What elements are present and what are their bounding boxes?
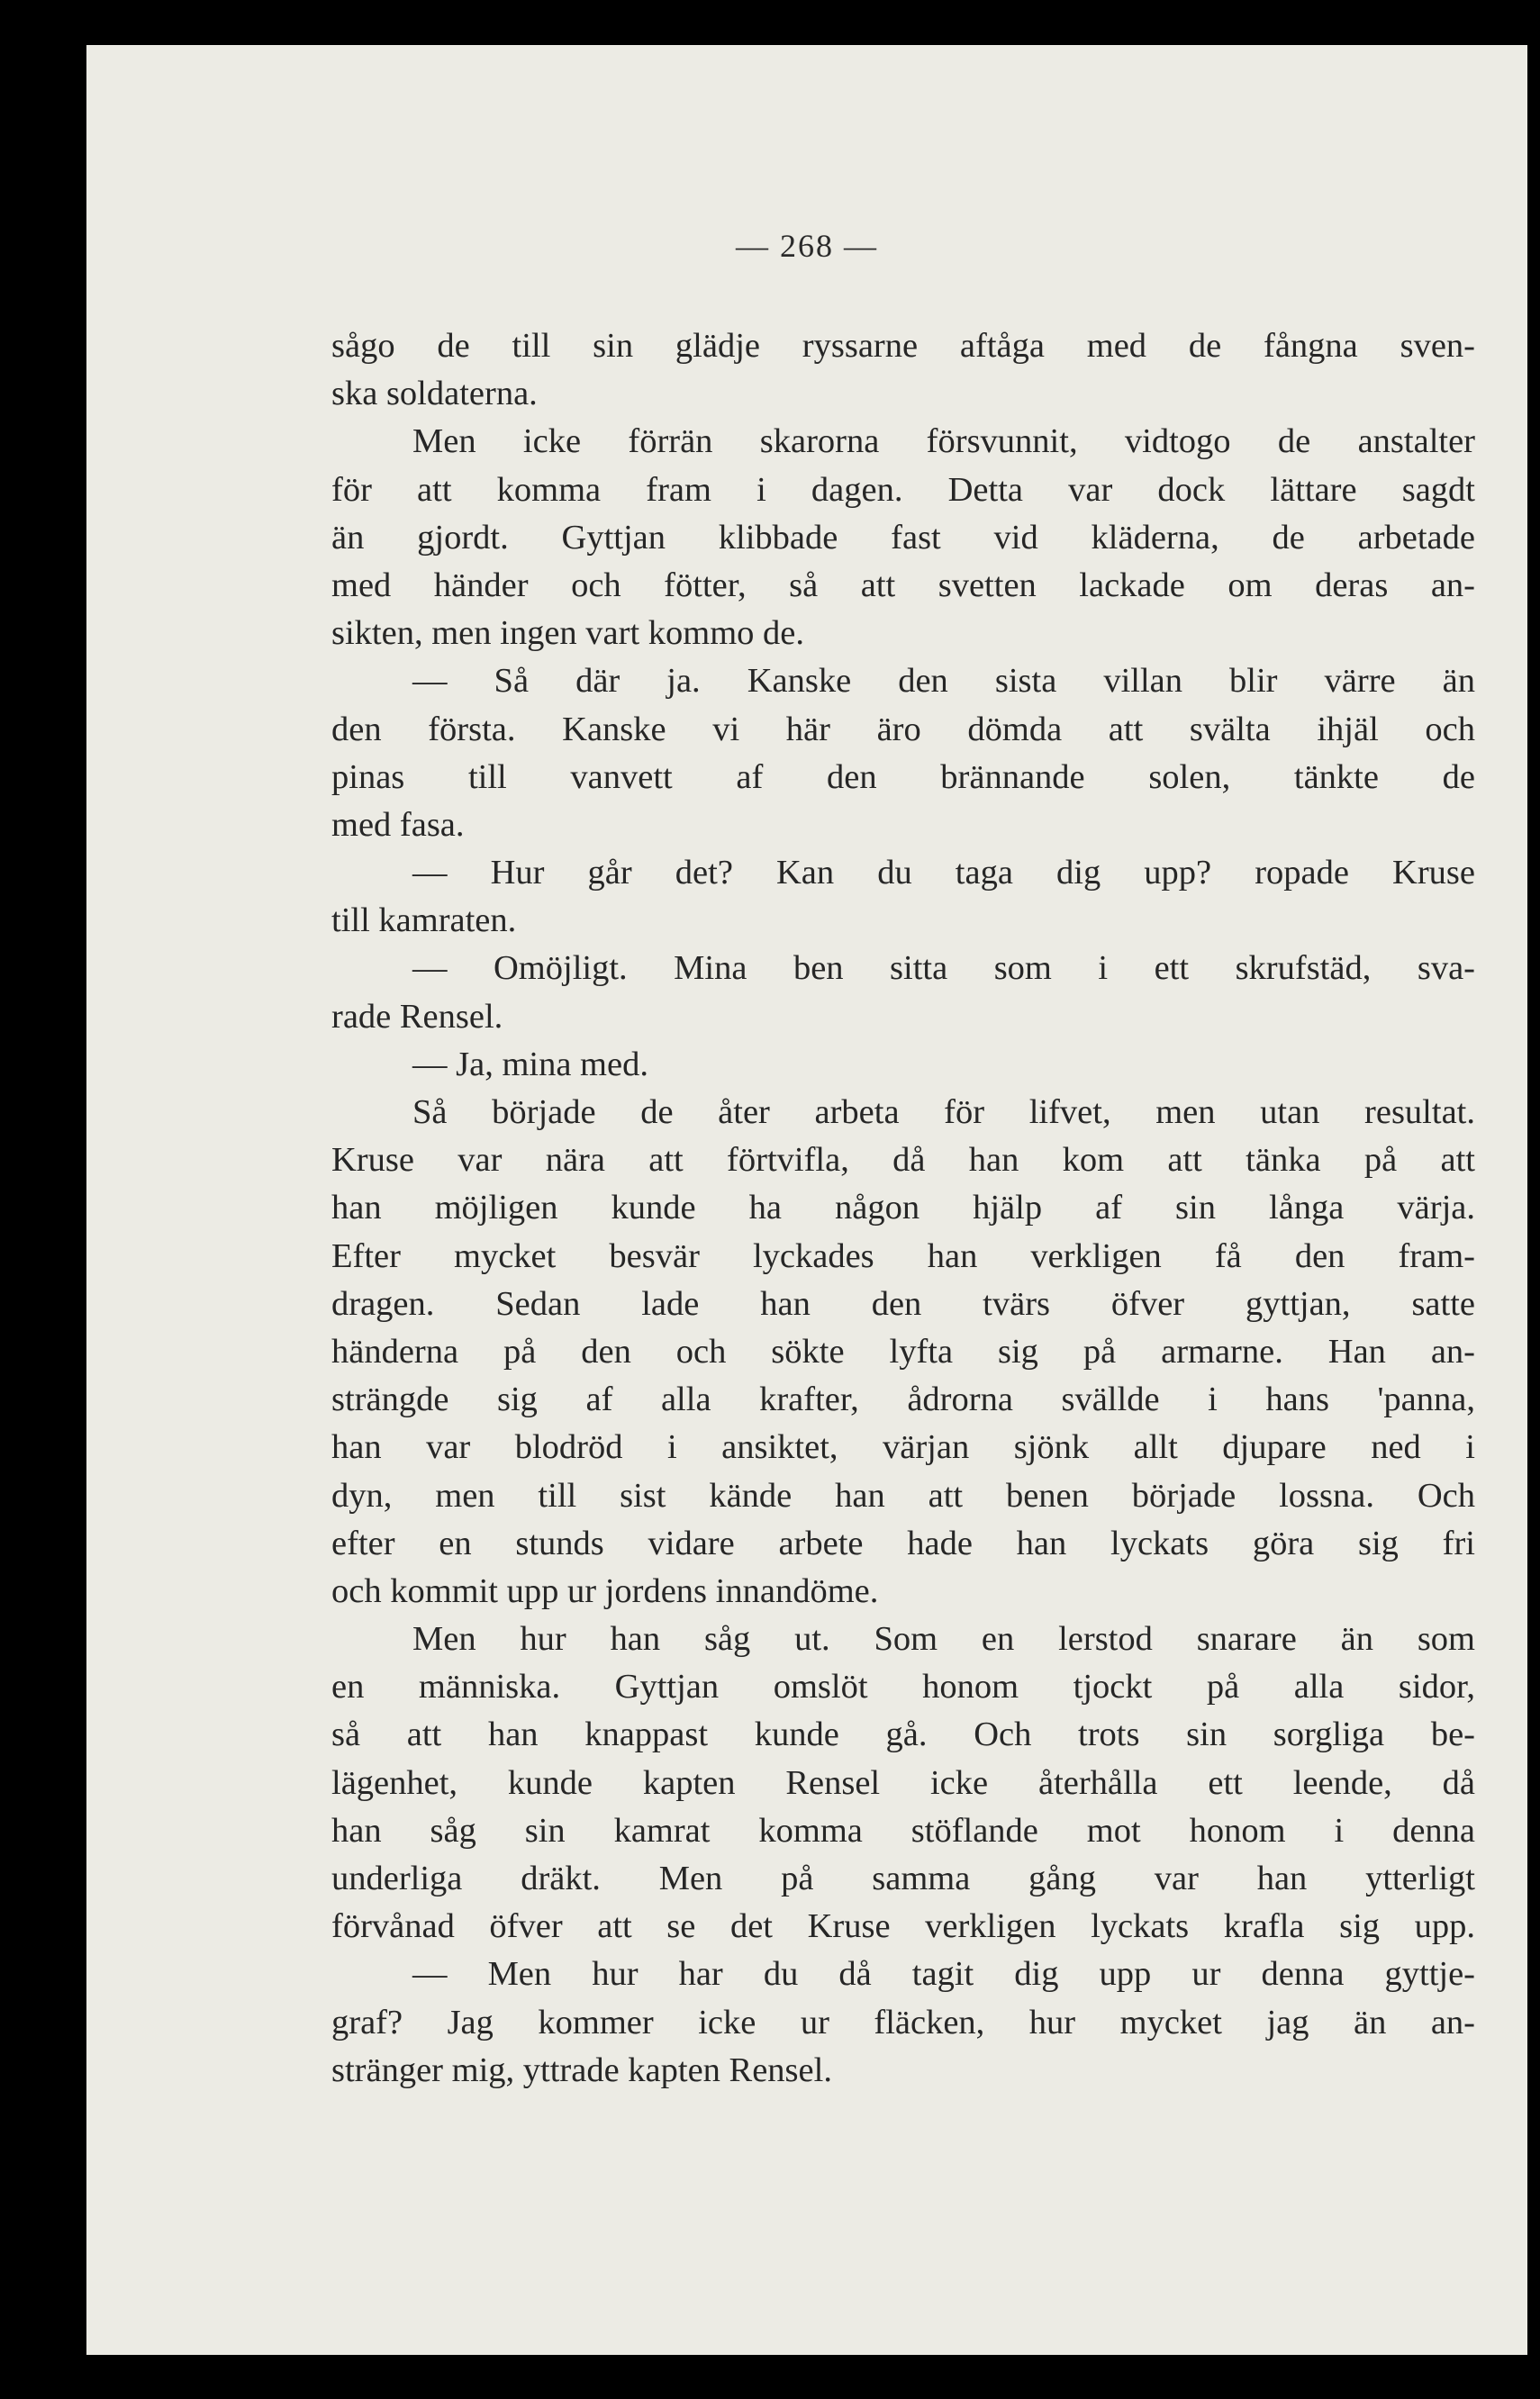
text-line: händerna på den och sökte lyfta sig på armarne. Han an-	[331, 1332, 1475, 1371]
text-line: stränger mig, yttrade kapten Rensel.	[331, 2050, 832, 2089]
text-line: — Men hur har du då tagit dig upp ur denna gyttje-	[412, 1955, 1475, 1994]
text-line: med fasa.	[331, 805, 465, 844]
text-line: en människa. Gyttjan omslöt honom tjockt på alla sidor,	[331, 1668, 1475, 1706]
page-number: — 268 —	[736, 228, 878, 264]
text-line: Men icke förrän skarorna försvunnit, vidtogo de anstalter	[412, 422, 1475, 461]
text-line: — Ja, mina med.	[412, 1045, 648, 1083]
text-line: dyn, men till sist kände han att benen började lossna. Och	[331, 1476, 1475, 1515]
text-line: sågo de till sin glädje ryssarne aftåga med de fångna sven-	[331, 327, 1475, 365]
text-line: pinas till vanvett af den brännande solen, tänkte de	[331, 757, 1475, 796]
text-line: — Så där ja. Kanske den sista villan blir värre än	[412, 662, 1475, 701]
text-line: rade Rensel.	[331, 997, 503, 1036]
text-line: Kruse var nära att förtvifla, då han kom att tänka på att	[331, 1141, 1475, 1180]
text-line: dragen. Sedan lade han den tvärs öfver gyttjan, satte	[331, 1284, 1475, 1323]
text-line: så att han knappast kunde gå. Och trots sin sorgliga be-	[331, 1716, 1475, 1754]
text-line: sikten, men ingen vart kommo de.	[331, 614, 804, 653]
text-line: underliga dräkt. Men på samma gång var han ytterligt	[331, 1860, 1475, 1897]
book-page	[86, 45, 1527, 2355]
text-line: lägenhet, kunde kapten Rensel icke återhålla ett leende, då	[331, 1763, 1475, 1802]
text-line: för att komma fram i dagen. Detta var dock lättare sagdt	[331, 470, 1475, 509]
text-line: förvånad öfver att se det Kruse verkligen lyckats krafla sig upp.	[331, 1907, 1475, 1946]
text-line: än gjordt. Gyttjan klibbade fast vid kläderna, de arbetade	[331, 518, 1475, 557]
text-line: ska soldaterna.	[331, 375, 538, 413]
text-line: — Hur går det? Kan du taga dig upp? ropade Kruse	[412, 854, 1475, 892]
text-line: den första. Kanske vi här äro dömda att svälta ihjäl och	[331, 710, 1475, 748]
text-line: Efter mycket besvär lyckades han verkligen få den fram-	[331, 1236, 1475, 1275]
text-line: — Omöjligt. Mina ben sitta som i ett skrufstäd, sva-	[412, 949, 1475, 988]
text-line: han var blodröd i ansiktet, värjan sjönk allt djupare ned i	[331, 1428, 1475, 1467]
text-line: Så började de åter arbeta för lifvet, men utan resultat.	[412, 1093, 1475, 1131]
text-line: till kamraten.	[331, 901, 517, 940]
text-line: graf? Jag kommer icke ur fläcken, hur mycket jag än an-	[331, 2003, 1475, 2041]
text-line: och kommit upp ur jordens innandöme.	[331, 1571, 879, 1610]
text-line: han såg sin kamrat komma stöflande mot honom i denna	[331, 1811, 1475, 1850]
text-line: med händer och fötter, så att svetten lackade om deras an-	[331, 566, 1475, 604]
text-line: efter en stunds vidare arbete hade han lyckats göra sig fri	[331, 1524, 1475, 1562]
text-line: strängde sig af alla krafter, ådrorna svällde i hans 'panna,	[331, 1381, 1475, 1419]
text-line: Men hur han såg ut. Som en lerstod snarare än som	[412, 1620, 1475, 1659]
text-line: han möjligen kunde ha någon hjälp af sin långa värja.	[331, 1189, 1475, 1227]
body-text	[331, 322, 1475, 2095]
